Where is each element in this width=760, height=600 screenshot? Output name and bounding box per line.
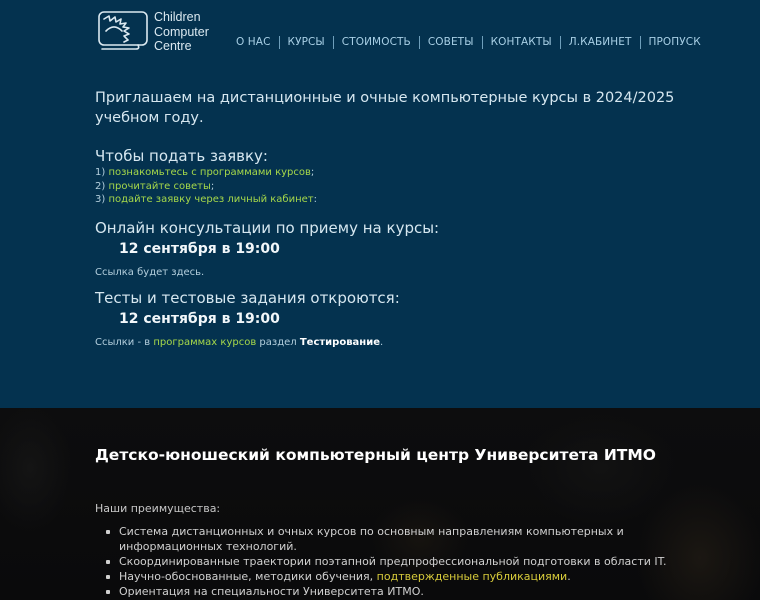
apply-steps — [95, 146, 317, 207]
tests-note-suffix: . — [379, 337, 384, 348]
about-title: Детско-юношеский компьютерный центр Университета ИТМО — [95, 446, 656, 464]
nav-contacts[interactable]: КОНТАКТЫ — [490, 36, 552, 48]
list-item: Скоординированные траектории поэтапной предпрофессиональной подготовки в области IT. — [119, 554, 679, 569]
logo-line: Centre — [154, 39, 192, 54]
step-suffix: ; — [210, 180, 215, 192]
list-item-text: Научно-обоснованные, методики обучения, — [119, 570, 377, 583]
list-item: Система дистанционных и очных курсов по основным направлениям компьютерных и информационных технологий. — [119, 524, 679, 554]
monitor-sun-logo-icon — [96, 9, 152, 55]
consultation-block — [95, 218, 439, 278]
advantages-lead: Наши преимущества: — [95, 502, 221, 515]
apply-step — [95, 180, 317, 194]
nav-tips[interactable]: СОВЕТЫ — [427, 36, 474, 48]
nav-about[interactable]: О НАС — [236, 36, 271, 48]
tests-heading: Тесты и тестовые задания откроются: — [95, 289, 400, 307]
apply-step — [95, 193, 317, 207]
step-suffix: ; — [310, 167, 315, 178]
nav-courses[interactable]: КУРСЫ — [287, 36, 325, 48]
consult-heading: Онлайн консультации по приему на курсы: — [95, 219, 440, 237]
tests-date: 12 сентября в 19:00 — [119, 311, 280, 327]
advantages-list — [95, 524, 679, 599]
about-section — [0, 408, 760, 600]
tests-note-mid: раздел — [256, 337, 300, 348]
publications-link[interactable]: подтвержденные публикациями — [376, 570, 568, 583]
apply-heading: Чтобы подать заявку: — [95, 147, 268, 165]
tests-programs-link[interactable]: программах курсов — [153, 337, 257, 348]
step-number: 1) — [95, 167, 106, 178]
list-item: Ориентация на специальности Университета ИТМО. — [119, 584, 679, 599]
intro-text: Приглашаем на дистанционные и очные компьютерные курсы в 2024/2025 учебном году. — [95, 90, 675, 126]
nav-pass[interactable]: ПРОПУСК — [648, 36, 701, 48]
apply-step — [95, 166, 317, 180]
step-number: 2) — [95, 180, 106, 192]
tests-section-name: Тестирование — [299, 337, 380, 348]
logo-line: Computer — [154, 24, 209, 39]
step-link-programs[interactable]: познакомьтесь с программами курсов — [108, 167, 311, 178]
logo[interactable] — [96, 8, 226, 56]
main-nav — [228, 34, 709, 50]
tests-note-prefix: Ссылки - в — [95, 337, 154, 348]
list-item — [119, 569, 679, 584]
consult-date: 12 сентября в 19:00 — [119, 241, 280, 257]
list-item-suffix: . — [567, 570, 571, 583]
logo-text — [154, 10, 209, 54]
tests-note — [95, 337, 400, 348]
step-link-tips[interactable]: прочитайте советы — [108, 180, 211, 192]
step-suffix: : — [313, 194, 317, 205]
step-link-cabinet[interactable]: подайте заявку через личный кабинет — [108, 194, 314, 205]
logo-line: Children — [154, 10, 201, 25]
nav-cabinet[interactable]: Л.КАБИНЕТ — [568, 36, 632, 48]
tests-block — [95, 288, 400, 348]
nav-price[interactable]: СТОИМОСТЬ — [341, 36, 411, 48]
step-number: 3) — [95, 194, 106, 205]
consult-note: Ссылка будет здесь. — [95, 267, 205, 278]
